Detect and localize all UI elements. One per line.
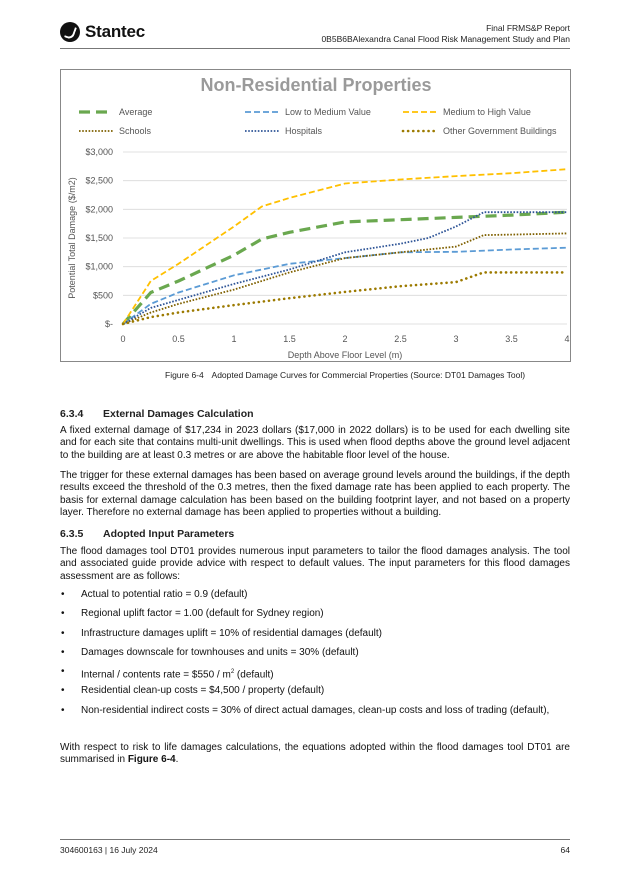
stantec-logo — [60, 22, 145, 42]
legend-label: Average — [119, 107, 153, 117]
y-tick-label: $2,000 — [85, 204, 113, 215]
bullet-icon: • — [61, 704, 65, 716]
chart-title: Non-Residential Properties — [200, 75, 432, 95]
list-item: • Damages downscale for townhouses and units = 30% (default) — [61, 646, 359, 658]
y-tick-label: $3,000 — [85, 147, 113, 157]
input-parameters-list — [60, 589, 580, 724]
y-tick-label: $2,500 — [85, 175, 113, 186]
legend-label: Medium to High Value — [443, 107, 531, 117]
list-item: • Residential clean-up costs = $4,500 / property (default) — [61, 685, 325, 697]
footer-divider — [60, 839, 570, 840]
report-subtitle: 0B5B6BAlexandra Canal Flood Risk Management Study and Plan — [321, 34, 570, 44]
x-tick-label: 3.5 — [505, 334, 518, 344]
section-heading-634 — [60, 408, 254, 420]
y-axis-label: Potential Total Damage ($/m2) — [67, 177, 77, 299]
brand-name: Stantec — [85, 22, 146, 41]
x-tick-label: 3 — [453, 334, 459, 344]
figure-label: Figure 6-4 — [165, 370, 204, 380]
section-title: Adopted Input Parameters — [103, 528, 235, 540]
y-tick-label: $1,000 — [85, 261, 113, 272]
legend-label: Low to Medium Value — [285, 107, 371, 117]
external-damages-para-1: A fixed external damage of $17,234 in 2023 dollars ($17,000 in 2022 dollars) is to be used for each dwelling site and for each site that contains multi-unit dwellings. This is used when flood depths above the ground level adjacent to the building are at least 0.3 metres or are above the habitable floor level of the house. — [60, 425, 570, 461]
x-tick-label: 2.5 — [394, 334, 407, 344]
chart-svg — [61, 70, 572, 363]
x-tick-label: 1 — [231, 334, 237, 344]
y-tick-label: $500 — [92, 290, 113, 301]
list-item: • Regional uplift factor = 1.00 (default for Sydney region) — [61, 608, 324, 620]
legend-label: Hospitals — [285, 126, 323, 136]
section-number: 6.3.4 — [60, 408, 84, 420]
series-line-5 — [123, 272, 567, 324]
bullet-icon: • — [61, 666, 65, 678]
figure-caption — [165, 370, 525, 380]
list-item: • Infrastructure damages uplift = 10% of residential damages (default) — [61, 627, 382, 639]
bullet-icon: • — [61, 627, 65, 639]
bullet-icon: • — [61, 608, 65, 620]
series-line-1 — [123, 248, 567, 324]
series-line-3 — [123, 233, 567, 324]
section-title: External Damages Calculation — [103, 408, 254, 420]
series-line-0 — [123, 212, 567, 324]
bullet-icon: • — [61, 589, 65, 600]
legend-label: Other Government Buildings — [443, 126, 557, 136]
x-axis-label: Depth Above Floor Level (m) — [287, 350, 403, 360]
report-title: Final FRMS&P Report — [486, 23, 570, 33]
x-tick-label: 4 — [564, 334, 570, 344]
damage-curves-chart — [60, 69, 571, 362]
legend-label: Schools — [119, 126, 152, 136]
x-tick-label: 0.5 — [172, 334, 185, 344]
page-number: 64 — [560, 845, 570, 855]
document-reference: 304600163 | 16 July 2024 — [60, 845, 158, 855]
bullet-icon: • — [61, 646, 65, 658]
stantec-logo-icon — [60, 22, 80, 42]
list-item: • Internal / contents rate = $550 / $m^2$ (default) — [61, 666, 274, 681]
x-tick-label: 2 — [342, 334, 348, 344]
figure-reference: Figure 6-4 — [127, 754, 176, 766]
header-divider — [60, 48, 570, 49]
section-heading-635 — [60, 528, 234, 540]
series-line-4 — [123, 212, 567, 324]
external-damages-para-2: The trigger for these external damages has been based on average ground levels around the buildings, if the depth results exceed the threshold of the 0.3 metres, then the fixed damage rate has been applied to each property. The basis for external damage calculation has been based on the building footprint layer, and not based on a property layer. Therefore no external damage has been applied to properties without a building. — [60, 470, 570, 519]
section-number: 6.3.5 — [60, 528, 84, 540]
x-tick-label: 0 — [120, 334, 126, 344]
bullet-icon: • — [61, 685, 65, 697]
input-params-para: The flood damages tool DT01 provides numerous input parameters to tailor the flood damages analysis. The tool and associated guide provide advice with respect to default values. The input parameters for this flood damages assessment are as follows: — [60, 546, 570, 582]
y-tick-label: $- — [104, 319, 113, 329]
list-item: • Non-residential indirect costs = 30% of direct actual damages, clean-up costs and loss of trading (default), — [61, 704, 550, 716]
list-item: • Actual to potential ratio = 0.9 (default) — [61, 589, 248, 600]
report-header — [321, 23, 570, 45]
y-tick-label: $1,500 — [85, 233, 113, 243]
x-tick-label: 1.5 — [283, 334, 296, 344]
closing-para: With respect to risk to life damages calculations, the equations adopted within the flood damages tool DT01 are summarised in Figure 6-4. — [60, 742, 570, 766]
figure-text: Adopted Damage Curves for Commercial Properties (Source: DT01 Damages Tool) — [211, 370, 526, 380]
